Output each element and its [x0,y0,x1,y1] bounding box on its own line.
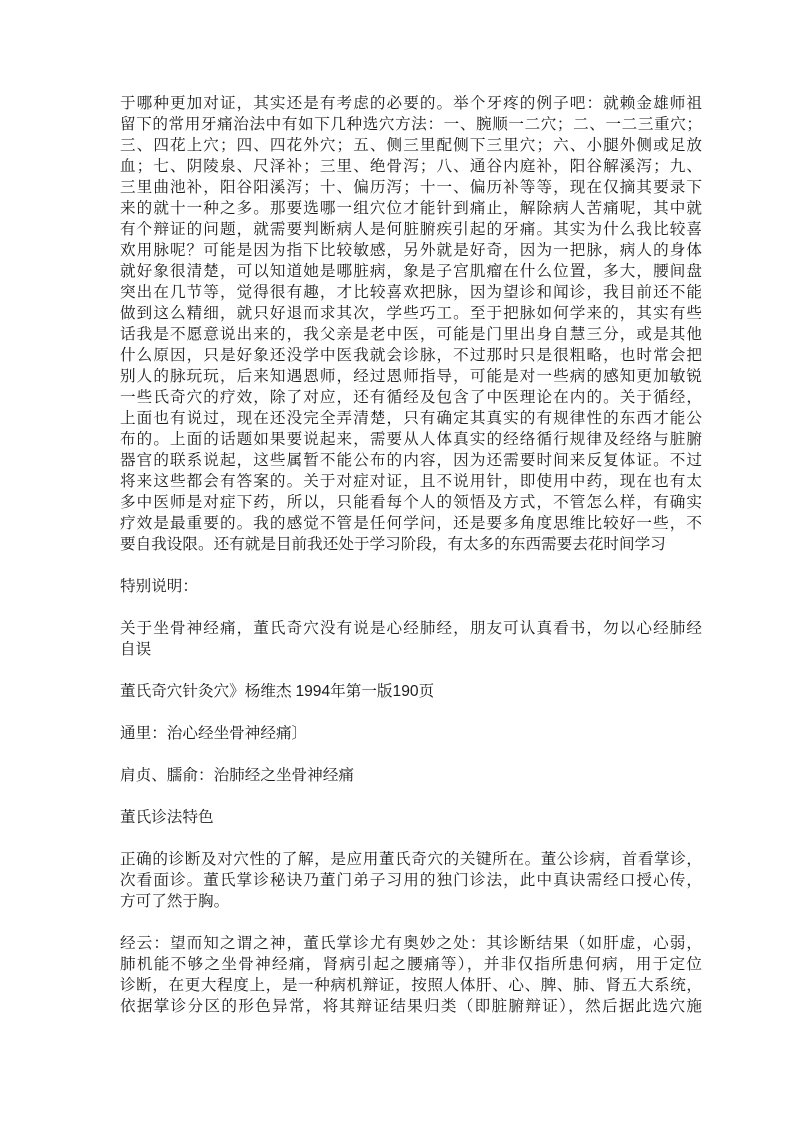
text-line: 布的。上面的话题如果要说起来，需要从人体真实的经络循行规律及经络与脏腑 [120,431,702,448]
para-tongli [120,723,702,744]
text-line: 正确的诊断及对穴性的了解，是应用董氏奇穴的关键所在。董公诊病，首看掌诊， [120,851,702,868]
text-run: 190 [392,683,419,700]
text-line: 将来这些都会有答案的。关于对症对证，且不说用针，即使用中药，现在也有太 [120,473,702,490]
text-line: 多中医师是对症下药，所以，只能看每个人的领悟及方式，不管怎么样，有确实 [120,494,702,511]
para-jingyun-palm-diagnosis [120,933,702,1017]
text-run: 董氏奇穴针灸穴》杨维杰 [120,683,296,700]
text-line: 特别说明： [120,578,198,595]
text-run: 页 [418,683,435,700]
text-line: 方可了然于胸。 [120,893,230,910]
text-line: 三里曲池补，阳谷阳溪泻；十、偏历泻；十一、偏历补等等，现在仅摘其要录下 [120,179,702,196]
para-correct-diagnosis [120,849,702,912]
heading-dongshi-diagnosis [120,807,702,828]
text-line: 上面也有说过，现在还没完全弄清楚，只有确定其真实的有规律性的东西才能公 [120,410,702,427]
para-jianzhen-naoshu [120,765,702,786]
text-line: 突出在几节等，觉得很有趣，才比较喜欢把脉，因为望诊和闻诊，我目前还不能 [120,284,702,301]
text-line: 别人的脉玩玩，后来知遇恩师，经过恩师指导，可能是对一些病的感知更加敏锐 [120,368,702,385]
text-line: 三、四花上穴；四、四花外穴；五、侧三里配侧下三里穴；六、小腿外侧或足放 [120,137,702,154]
text-line: 依据掌诊分区的形色异常，将其辩证结果归类（即脏腑辩证），然后据此选穴施 [120,998,702,1015]
para-sciatica-note [120,618,702,660]
text-line: 做到这么精细，就只好退而求其次，学些巧工。至于把脉如何学来的，其实有些 [120,305,702,322]
text-line: 器官的联系说起，这些属暂不能公布的内容，因为还需要时间来反复体证。不过 [120,452,702,469]
text-line: 诊断，在更大程度上，是一种病机辩证，按照人体肝、心、脾、肺、肾五大系统， [120,977,702,994]
text-line: 要自我设限。还有就是目前我还处于学习阶段，有太多的东西需要去花时间学习 [120,536,666,553]
text-line: 关于坐骨神经痛，董氏奇穴没有说是心经肺经，朋友可认真看书，勿以心经肺经 [120,620,702,637]
text-line: 董氏诊法特色 [120,809,214,826]
document-text-block [120,93,702,1038]
text-run: 1994 [295,683,331,700]
text-line: 有个辩证的问题，就需要判断病人是何脏腑疾引起的牙痛。其实为什么我比较喜 [120,221,702,238]
text-line: 血；七、阴陵泉、尺泽补；三里、绝骨泻；八、通谷内庭补，阳谷解溪泻；九、 [120,158,702,175]
text-run: 年第一版 [330,683,393,700]
text-line: 自误 [120,641,152,658]
text-line: 通里：治心经坐骨神经痛〕 [120,725,308,742]
text-line: 就好象很清楚，可以知道她是哪脏病，象是子宫肌瘤在什么位置，多大，腰间盘 [120,263,702,280]
heading-special-note [120,576,702,597]
text-line: 欢用脉呢？可能是因为指下比较敏感，另外就是好奇，因为一把脉，病人的身体 [120,242,702,259]
body-paragraph-main [120,93,702,555]
text-line: 什么原因，只是好象还没学中医我就会诊脉，不过那时只是很粗略，也时常会把 [120,347,702,364]
text-line: 肩贞、臑俞：治肺经之坐骨神经痛 [120,767,354,784]
text-line: 留下的常用牙痛治法中有如下几种选穴方法：一、腕顺一二穴；二、一二三重穴； [120,116,702,133]
text-line: 疗效是最重要的。我的感觉不管是任何学问，还是要多角度思维比较好一些，不 [120,515,702,532]
para-book-reference [120,681,702,702]
text-line: 来的就十一种之多。那要选哪一组穴位才能针到痛止，解除病人苦痛呢，其中就 [120,200,702,217]
text-line [120,681,702,702]
text-line: 一些氏奇穴的疗效，除了对应，还有循经及包含了中医理论在内的。关于循经， [120,389,702,406]
text-line: 于哪种更加对证，其实还是有考虑的必要的。举个牙疼的例子吧：就赖金雄师祖 [120,95,702,112]
text-line: 次看面诊。董氏掌诊秘诀乃董门弟子习用的独门诊法，此中真诀需经口授心传， [120,872,702,889]
text-line: 肺机能不够之坐骨神经痛，肾病引起之腰痛等），并非仅指所患何病，用于定位 [120,956,702,973]
text-line: 话我是不愿意说出来的，我父亲是老中医，可能是门里出身自慧三分，或是其他 [120,326,702,343]
text-line: 经云：望而知之谓之神，董氏掌诊尤有奥妙之处：其诊断结果（如肝虚，心弱， [120,935,702,952]
